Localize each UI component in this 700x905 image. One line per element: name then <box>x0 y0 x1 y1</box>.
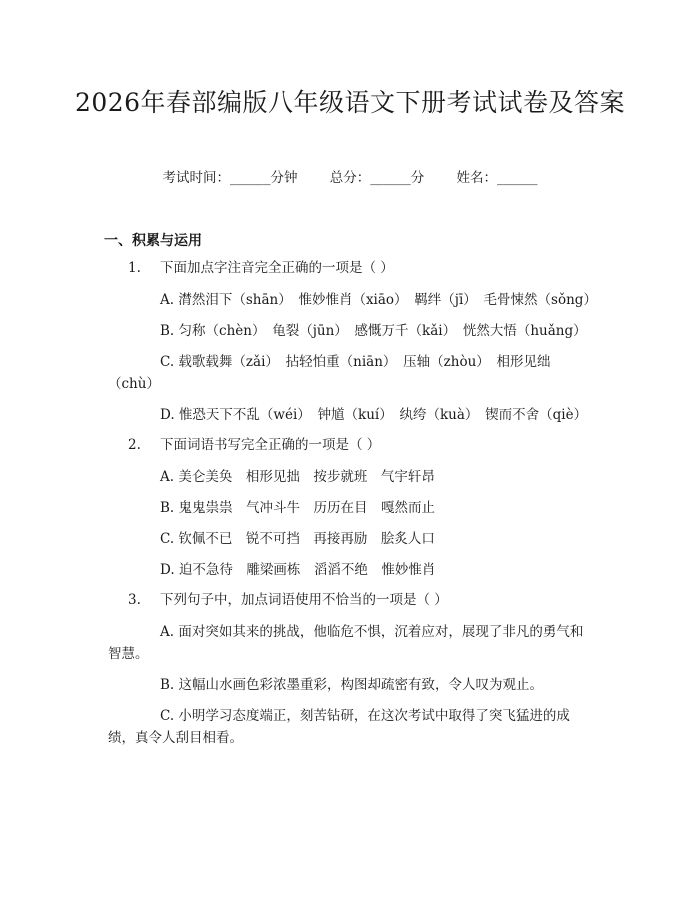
question-1-stem <box>108 258 592 278</box>
q1-option-c: C. 载歌载舞（zǎi） 拈轻怕重（niān） 压轴（zhòu） 相形见绌（chù） <box>108 354 551 392</box>
question-3-stem <box>108 590 592 610</box>
total-score-field: 总分：______分 <box>329 170 425 186</box>
q1-option-b: B. 匀称（chèn） 龟裂（jūn） 感慨万千（kǎi） 恍然大悟（huǎng） <box>160 323 587 339</box>
q3-option-c: C. 小明学习态度端正，刻苦钻研，在这次考试中取得了突飞猛进的成绩，真令人刮目相看。 <box>108 708 570 746</box>
question-2-stem <box>108 435 592 455</box>
q1-option-d: D. 惟恐天下不乱（wéi） 钟馗（kuí） 纨绔（kuà） 锲而不舍（qiè） <box>160 407 588 423</box>
q2-option-b: B. 鬼鬼祟祟 气冲斗牛 历历在目 嘎然而止 <box>160 500 436 516</box>
question-text: 下面词语书写完全正确的一项是（ ） <box>160 437 381 453</box>
q1-option-a: A. 潸然泪下（shān） 惟妙惟肖（xiāo） 羁绊（jī） 毛骨悚然（sǒng） <box>160 292 597 308</box>
section-heading: 一、积累与运用 <box>104 233 202 249</box>
question-number: 1. <box>128 260 141 276</box>
q2-option-d: D. 迫不急待 雕梁画栋 滔滔不绝 惟妙惟肖 <box>160 562 436 578</box>
question-number: 2. <box>128 437 141 453</box>
student-name-field: 姓名：______ <box>456 170 538 186</box>
q2-option-a: A. 美仑美奂 相形见拙 按步就班 气宇轩昂 <box>160 469 435 485</box>
exam-time-field: 考试时间：______分钟 <box>162 170 298 186</box>
questions <box>108 258 597 758</box>
q3-option-b: B. 这幅山水画色彩浓墨重彩，构图却疏密有致，令人叹为观止。 <box>160 677 544 693</box>
question-number: 3. <box>128 592 141 608</box>
exam-meta <box>0 168 700 188</box>
q3-option-a: A. 面对突如其来的挑战，他临危不惧，沉着应对，展现了非凡的勇气和智慧。 <box>108 624 584 662</box>
q2-option-c: C. 钦佩不已 锐不可挡 再接再励 脍炙人口 <box>160 531 435 547</box>
exam-title: 2026年春部编版八年级语文下册考试试卷及答案 <box>74 88 626 117</box>
question-text: 下面加点字注音完全正确的一项是（ ） <box>160 260 394 276</box>
question-text: 下列句子中，加点词语使用不恰当的一项是（ ） <box>160 592 448 608</box>
